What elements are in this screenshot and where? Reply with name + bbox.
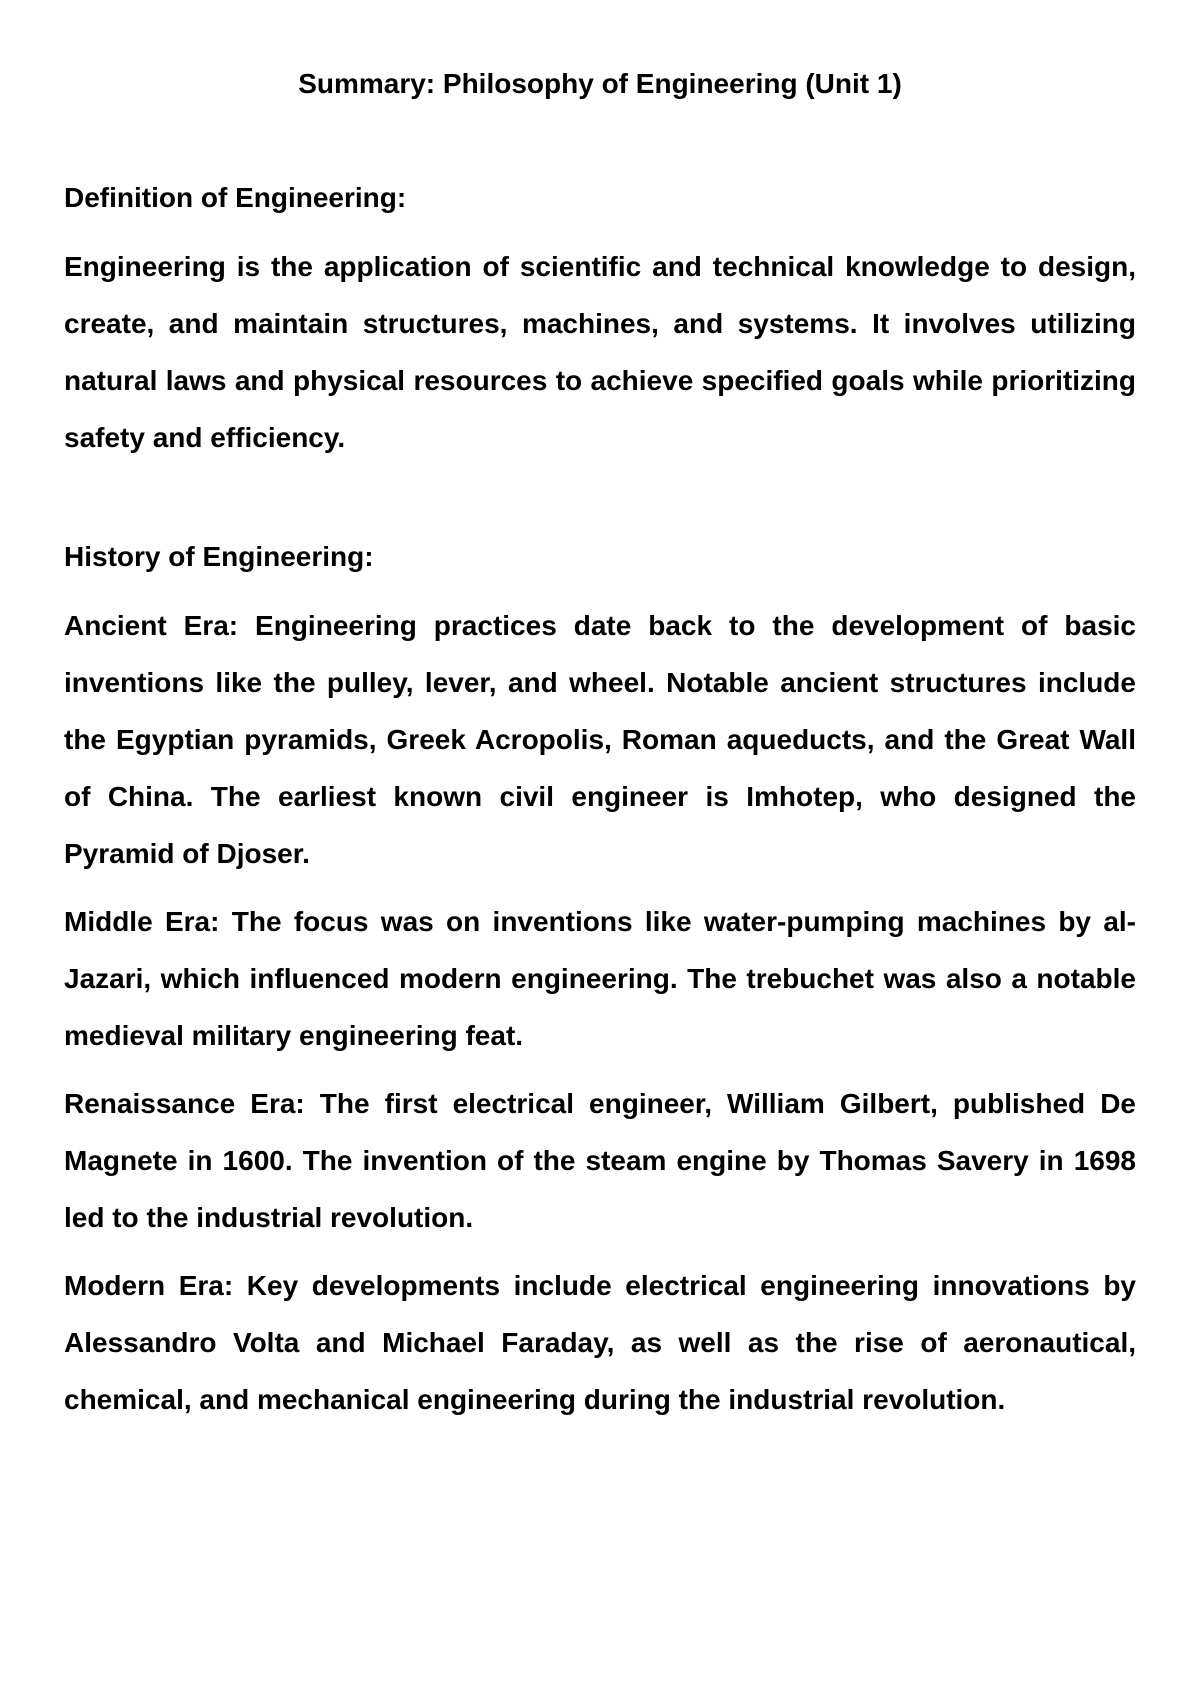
paragraph-middle-era: Middle Era: The focus was on inventions like water-pumping machines by al-Jazari, which influenced modern engineering. The trebuchet was also a notable medieval military engineering feat. bbox=[64, 906, 1136, 1051]
paragraph-definition: Engineering is the application of scientific and technical knowledge to design, create, and maintain structures, machines, and systems. It involves utilizing natural laws and physical resources to achieve specified goals while prioritizing safety and efficiency. bbox=[64, 251, 1136, 453]
section-heading-definition: Definition of Engineering: bbox=[64, 182, 407, 213]
paragraph-renaissance-era: Renaissance Era: The first electrical engineer, William Gilbert, published De Magnete in 1600. The invention of the steam engine by Thomas Savery in 1698 led to the industrial revolution. bbox=[64, 1088, 1136, 1233]
paragraph-modern-era: Modern Era: Key developments include electrical engineering innovations by Alessandro Volta and Michael Faraday, as well as the rise of aeronautical, chemical, and mechanical engineering during the industrial revolution. bbox=[64, 1270, 1136, 1415]
section-spacer bbox=[64, 477, 1136, 537]
section-definition bbox=[64, 178, 1136, 466]
document-title: Summary: Philosophy of Engineering (Unit 1) bbox=[298, 68, 902, 99]
section-history bbox=[64, 537, 1136, 1428]
section-heading-history: History of Engineering: bbox=[64, 541, 374, 572]
paragraph-ancient-era: Ancient Era: Engineering practices date back to the development of basic inventions like the pulley, lever, and wheel. Notable ancient structures include the Egyptian pyramids, Greek Acropolis, Roman aqueducts, and the Great Wall of China. The earliest known civil engineer is Imhotep, who designed the Pyramid of Djoser. bbox=[64, 610, 1136, 869]
